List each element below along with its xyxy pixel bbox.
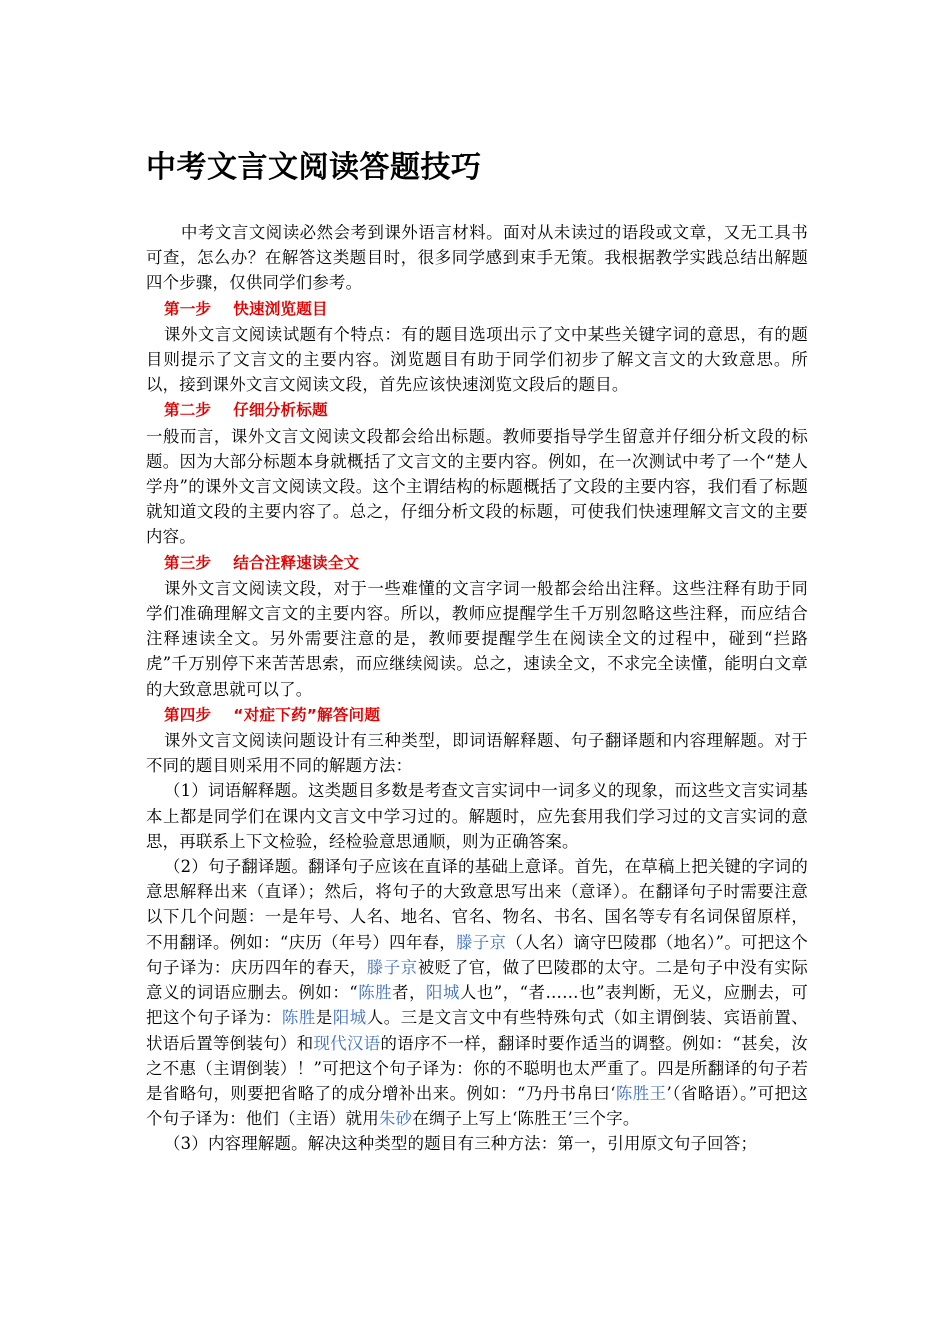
step-heading-4 [146, 702, 808, 728]
step-title: 仔细分析标题 [233, 401, 328, 420]
link-yang-cheng[interactable]: 阳城 [332, 1008, 367, 1028]
text-run: 的语序不一样，翻译时要作适当的调整。例如：“甚矣，汝之不惠（主谓倒装）！”可把这个句子译为：你的不聪明也太严重了。四是所翻译的句子若是省略句，则要把省略了的成分增补出来。例如：“乃丹书帛曰‘ [146, 1033, 808, 1103]
intro-paragraph: 中考文言文阅读必然会考到课外语言材料。面对从未读过的语段或文章，又无工具书可查，怎么办？在解答这类题目时，很多同学感到束手无策。我根据教学实践总结出解题四个步骤，仅供同学们参考。 [146, 223, 808, 293]
item-content-comprehension: （3）内容理解题。解决这种类型的题目有三种方法：第一，引用原文句子回答； [164, 1134, 758, 1154]
text-run: （人名）谪守巴陵郡（地名）”。可把这个句子译为：庆历四年的春天， [146, 932, 808, 977]
step-body-1: 课外文言文阅读试题有个特点：有的题目选项出示了文中某些关键字词的意思，有的题目则提示了文言文的主要内容。浏览题目有助于同学们初步了解文言文的大致意思。所以，接到课外文言文阅读文段，首先应该快速浏览文段后的题目。 [146, 324, 808, 395]
step-title: 快速浏览题目 [233, 299, 328, 318]
step-heading-3 [146, 550, 808, 576]
text-run: 人。三是文言文中有些特殊句式（如主谓倒装、宾语前置、状语后置等倒装句）和 [146, 1008, 809, 1053]
step-title: 结合注释速读全文 [233, 553, 360, 572]
step-body-3: 课外文言文阅读文段，对于一些难懂的文言字词一般都会给出注释。这些注释有助于同学们准确理解文言文的主要内容。所以，教师应提醒学生千万别忽略这些注释，而应结合注释速读全文。另外需要注意的是，教师要提醒学生在阅读全文的过程中，碰到“拦路虎”千万别停下来苦苦思索，而应继续阅读。总之，速读全文，不求完全读懂，能明白文章的大致意思就可以了。 [146, 578, 808, 699]
item-sentence-translation [146, 854, 808, 1131]
document-title: 中考文言文阅读答题技巧 [146, 150, 482, 185]
step-body-4: 课外文言文阅读问题设计有三种类型，即词语解释题、句子翻译题和内容理解题。对于不同的题目则采用不同的解题方法： [146, 731, 808, 776]
link-chen-sheng[interactable]: 陈胜 [281, 1008, 316, 1028]
step-label: 第一步 [164, 299, 212, 318]
link-modern-chinese[interactable]: 现代汉语 [313, 1033, 381, 1053]
text-run: 被贬了官，做了巴陵郡的太守。二是句子中没有实际意义的词语应删去。例如：“ [146, 957, 809, 1003]
link-teng-zijing[interactable]: 滕子京 [456, 932, 507, 952]
text-run: 者， [392, 983, 427, 1003]
text-run: 是 [315, 1008, 333, 1028]
step-label: 第二步 [164, 401, 212, 420]
step-heading-2 [146, 397, 808, 423]
text-run: ’（省略语）。”可把这个句子译为：他们（主语）就用 [146, 1083, 808, 1129]
step-label: 第三步 [164, 553, 212, 572]
document-page [146, 146, 808, 1157]
step-heading-1 [146, 296, 808, 322]
link-chen-sheng-wang[interactable]: 陈胜王 [615, 1083, 667, 1103]
step-title: “对症下药”解答问题 [233, 705, 381, 724]
link-teng-zijing[interactable]: 滕子京 [366, 957, 418, 977]
link-chen-sheng[interactable]: 陈胜 [357, 983, 393, 1003]
text-run: （2）句子翻译题。翻译句子应该在直译的基础上意译。首先，在草稿上把关键的字词的意思解释出来（直译）；然后，将句子的大致意思写出来（意译）。在翻译句子时需要注意以下几个问题：一是年号、人名、地名、官名、物名、书名、国名等专有名词保留原样，不用翻译。例如：“庆历（年号）四年春， [146, 857, 808, 952]
step-label: 第四步 [164, 705, 212, 724]
link-cinnabar[interactable]: 朱砂 [378, 1109, 413, 1129]
text-run: 在绸子上写上‘陈胜王’三个字。 [412, 1109, 640, 1129]
link-yang-cheng[interactable]: 阳城 [426, 983, 460, 1003]
text-run: 人也”，“者……也”表判断，无义，应删去，可把这个句子译为： [146, 983, 808, 1028]
item-word-explanation: （1）词语解释题。这类题目多数是考查文言实词中一词多义的现象，而这些文言实词基本上都是同学们在课内文言文中学习过的。解题时，应先套用我们学习过的文言实词的意思，再联系上下文检验，经检验意思通顺，则为正确答案。 [146, 781, 808, 851]
step-body-2: 一般而言，课外文言文阅读文段都会给出标题。教师要指导学生留意并仔细分析文段的标题。因为大部分标题本身就概括了文言文的主要内容。例如，在一次测试中考了一个“楚人学舟”的课外文言文阅读文段。这个主谓结构的标题概括了文段的主要内容，我们看了标题就知道文段的主要内容了。总之，仔细分析文段的标题，可使我们快速理解文言文的主要内容。 [146, 426, 808, 547]
